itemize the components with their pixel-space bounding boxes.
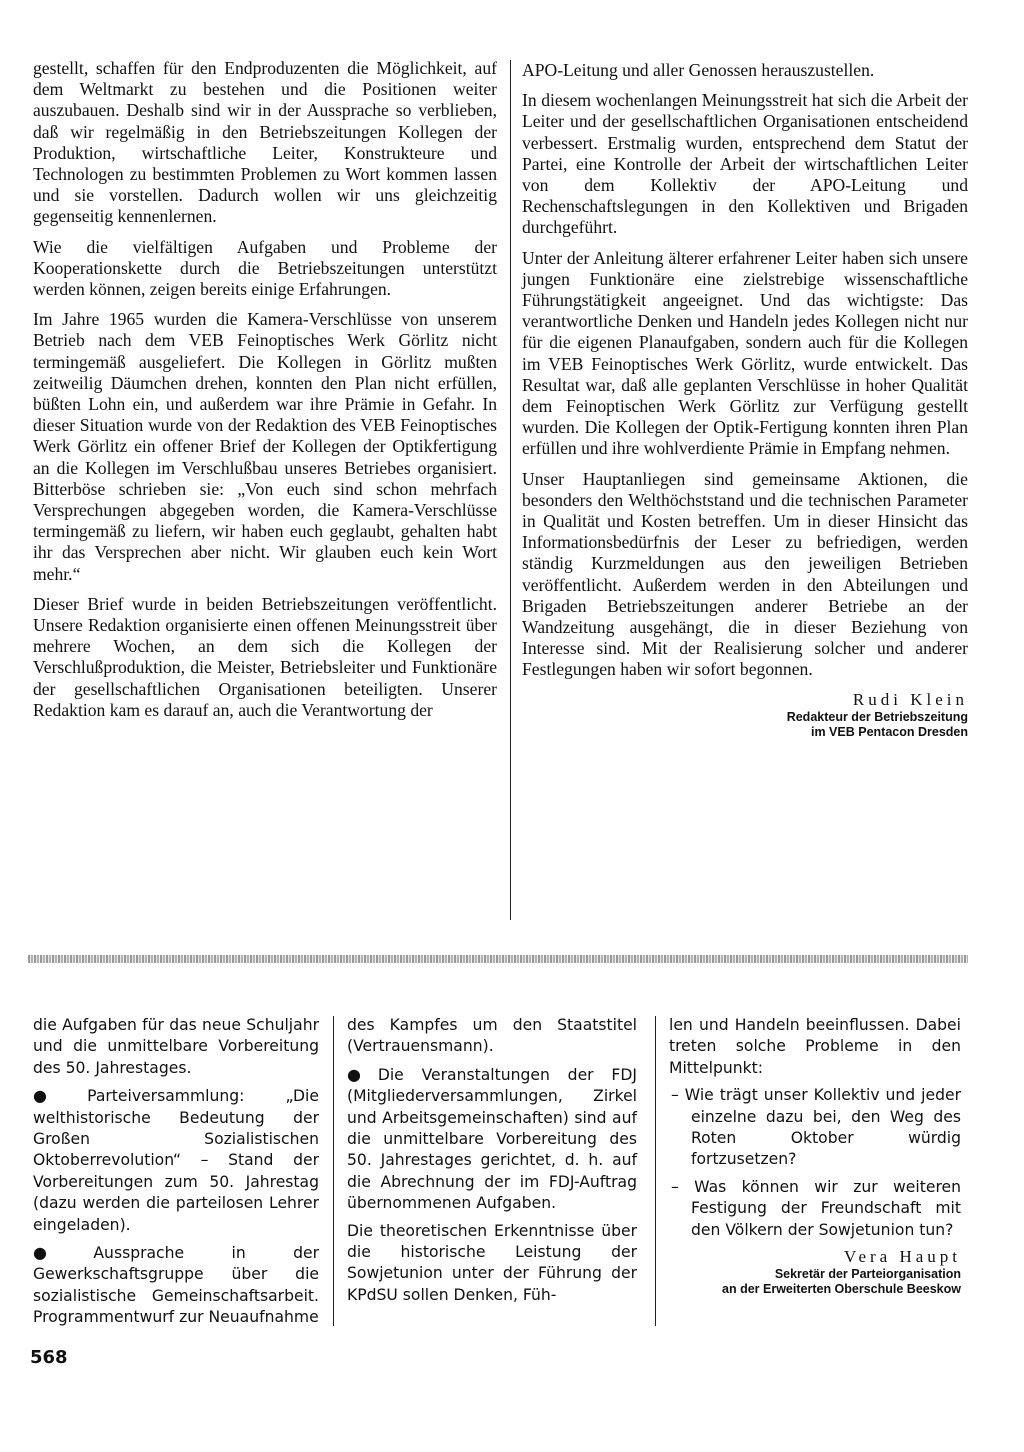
paragraph: Die theoretischen Erkenntnisse über die historische Leistung der Sowjetunion unter der Führung der KPdSU sollen Denken, Füh- (347, 1221, 637, 1304)
paragraph: APO-Leitung und aller Genossen herauszustellen. (522, 60, 875, 80)
author-role: Redakteur der Betriebszeitung (786, 709, 968, 724)
paragraph: Unser Hauptanliegen sind gemeinsame Aktionen, die besonders den Welthöchststand und die technischen Parameter in Qualität und Kosten betreffen. Um in dieser Hinsicht das Informationsbedürfnis der Leser zu befriedigen, werden ständig Kurzmeldungen aus den jeweiligen Betrieben veröffentlicht. Außerdem werden in den Abteilungen und Brigaden Betriebszeitungen anderer Betriebe an der Wandzeitung ausgehängt, die in dieser Beziehung von Interesse sind. Mit der Realisierung solcher und anderer Festlegungen haben wir sofort begonnen. (522, 468, 968, 680)
bullet-text: Die Veranstaltungen der FDJ (Mitgliederversammlungen, Zirkel und Arbeitsgemeinschaften) sind auf die unmittelbare Vorbereitung des 50. Jahrestages gerichtet, d. h. auf die Abrechnung der im FDJ-Auftrag übernommenen Aufgaben. (347, 1065, 637, 1213)
paragraph: Unter der Anleitung älterer erfahrener Leiter haben sich unsere jungen Funktionäre eine zielstrebige wissenschaftliche Führungstätigkeit angeeignet. Und das wichtigste: Das verantwortliche Denken und Handeln jedes Kollegen nicht nur für die eigenen Planaufgaben, sondern auch für die Kollegen im VEB Feinoptisches Werk Görlitz, wurde entwickelt. Das Resultat war, daß alle geplanten Verschlüsse in hoher Qualität dem Feinoptischen Werk Görlitz zur Verfügung gestellt wurden. Die Kollegen der Optik-Fertigung konnten ihren Plan erfüllen und ihre wohlverdiente Prämie in Empfang nehmen. (522, 247, 968, 459)
author-organization: an der Erweiterten Oberschule Beeskow (722, 1282, 961, 1297)
bottom-column-3 (669, 1015, 961, 1297)
paragraph: die Aufgaben für das neue Schuljahr und die unmittelbare Vorbereitung des 50. Jahrestages. (33, 1016, 319, 1077)
paragraph: len und Handeln beeinflussen. Dabei treten solche Probleme in den Mittelpunkt: (669, 1016, 961, 1077)
page-number: 568 (30, 1347, 68, 1368)
list-item: – Was können wir zur weiteren Festigung der Freundschaft mit den Völkern der Sowjetunion tun? (671, 1177, 961, 1239)
paragraph: des Kampfes um den Staatstitel (Vertrauensmann). (347, 1016, 637, 1056)
author-role: Sekretär der Parteiorganisation (774, 1267, 961, 1282)
bullet-text: Aussprache in der Gewerkschaftsgruppe über die sozialistische Gemeinschaftsarbeit. Programmentwurf zur Neuaufnahme (33, 1244, 319, 1327)
author-organization: im VEB Pentacon Dresden (811, 724, 968, 739)
column-rule (333, 1016, 334, 1326)
bottom-column-2 (347, 1015, 637, 1312)
list-item: – Wie trägt unser Kollektiv und jeder einzelne dazu bei, den Weg des Roten Oktober würdig fortzusetzen? (671, 1086, 961, 1169)
section-divider (28, 955, 968, 963)
bullet-item (33, 1242, 319, 1329)
paragraph: In diesem wochenlangen Meinungsstreit hat sich die Arbeit der Leiter und der gesellschaftlichen Organisationen entscheidend verbessert. Erstmalig wurden, entsprechend dem Statut der Partei, eine Kontrolle der Arbeit der wirtschaftlichen Leiter von dem Kollektiv der APO-Leitung und Rechenschaftslegungen in den Kollektiven und Brigaden durchgeführt. (522, 90, 968, 238)
paragraph: Dieser Brief wurde in beiden Betriebszeitungen veröffentlicht. Unsere Redaktion organisierte einen offenen Meinungsstreit über mehrere Wochen, an dem sich die Kollegen der Verschlußproduktion, die Meister, Betriebsleiter und Funktionäre der gesellschaftlichen Organisationen beteiligten. Unserer Redaktion kam es darauf an, auch die Verantwortung der (33, 593, 497, 720)
top-right-column (522, 60, 968, 740)
top-left-column (33, 58, 497, 730)
author-name: Vera Haupt (844, 1247, 961, 1267)
column-rule (510, 60, 511, 920)
author-name: Rudi Klein (852, 689, 968, 709)
bullet-text: Parteiversammlung: „Die welthistorische Bedeutung der Großen Sozialistischen Oktoberrevolution“ – Stand der Vorbereitungen zum 50. Jahrestag (dazu werden die parteilosen Lehrer eingeladen). (33, 1087, 319, 1234)
paragraph: Im Jahre 1965 wurden die Kamera-Verschlüsse von unserem Betrieb nach dem VEB Feinoptisches Werk Görlitz nicht termingemäß ausgeliefert. Die Kollegen in Görlitz mußten zeitweilig Däumchen drehen, konnten den Plan nicht erfüllen, büßten Lohn ein, und außerdem war ihre Prämie in Gefahr. In dieser Situation wurde von der Redaktion des VEB Feinoptisches Werk Görlitz ein offener Brief der Kollegen der Optikfertigung an die Kollegen im Verschlußbau unseres Betriebes organisiert. Bitterböse schrieben sie: „Von euch sind schon mehrfach Versprechungen abgegeben worden, die Kamera-Verschlüsse termingemäß zu liefern, wir haben euch geglaubt, gehalten habt ihr das Versprechen aber nicht. Wir glauben euch kein Wort mehr.“ (33, 309, 497, 584)
column-rule (655, 1016, 656, 1326)
paragraph: gestellt, schaffen für den Endproduzenten die Möglichkeit, auf dem Weltmarkt zu bestehen und die Positionen weiter auszubauen. Deshalb sind wir in der Aussprache so verblieben, daß wir regelmäßig in den Betriebszeitungen Kollegen der Produktion, wirtschaftliche Leiter, Konstrukteure und Technologen zu bestimmten Problemen zu Wort kommen lassen und sie vorstellen. Dadurch wollen wir uns gleichzeitig gegenseitig kennenlernen. (33, 58, 497, 227)
bullet-item (347, 1064, 637, 1215)
bullet-item (33, 1085, 319, 1236)
bottom-column-1 (33, 1015, 319, 1335)
paragraph: Wie die vielfältigen Aufgaben und Probleme der Kooperationskette durch die Betriebszeitungen unterstützt werden können, zeigen bereits einige Erfahrungen. (33, 236, 497, 300)
